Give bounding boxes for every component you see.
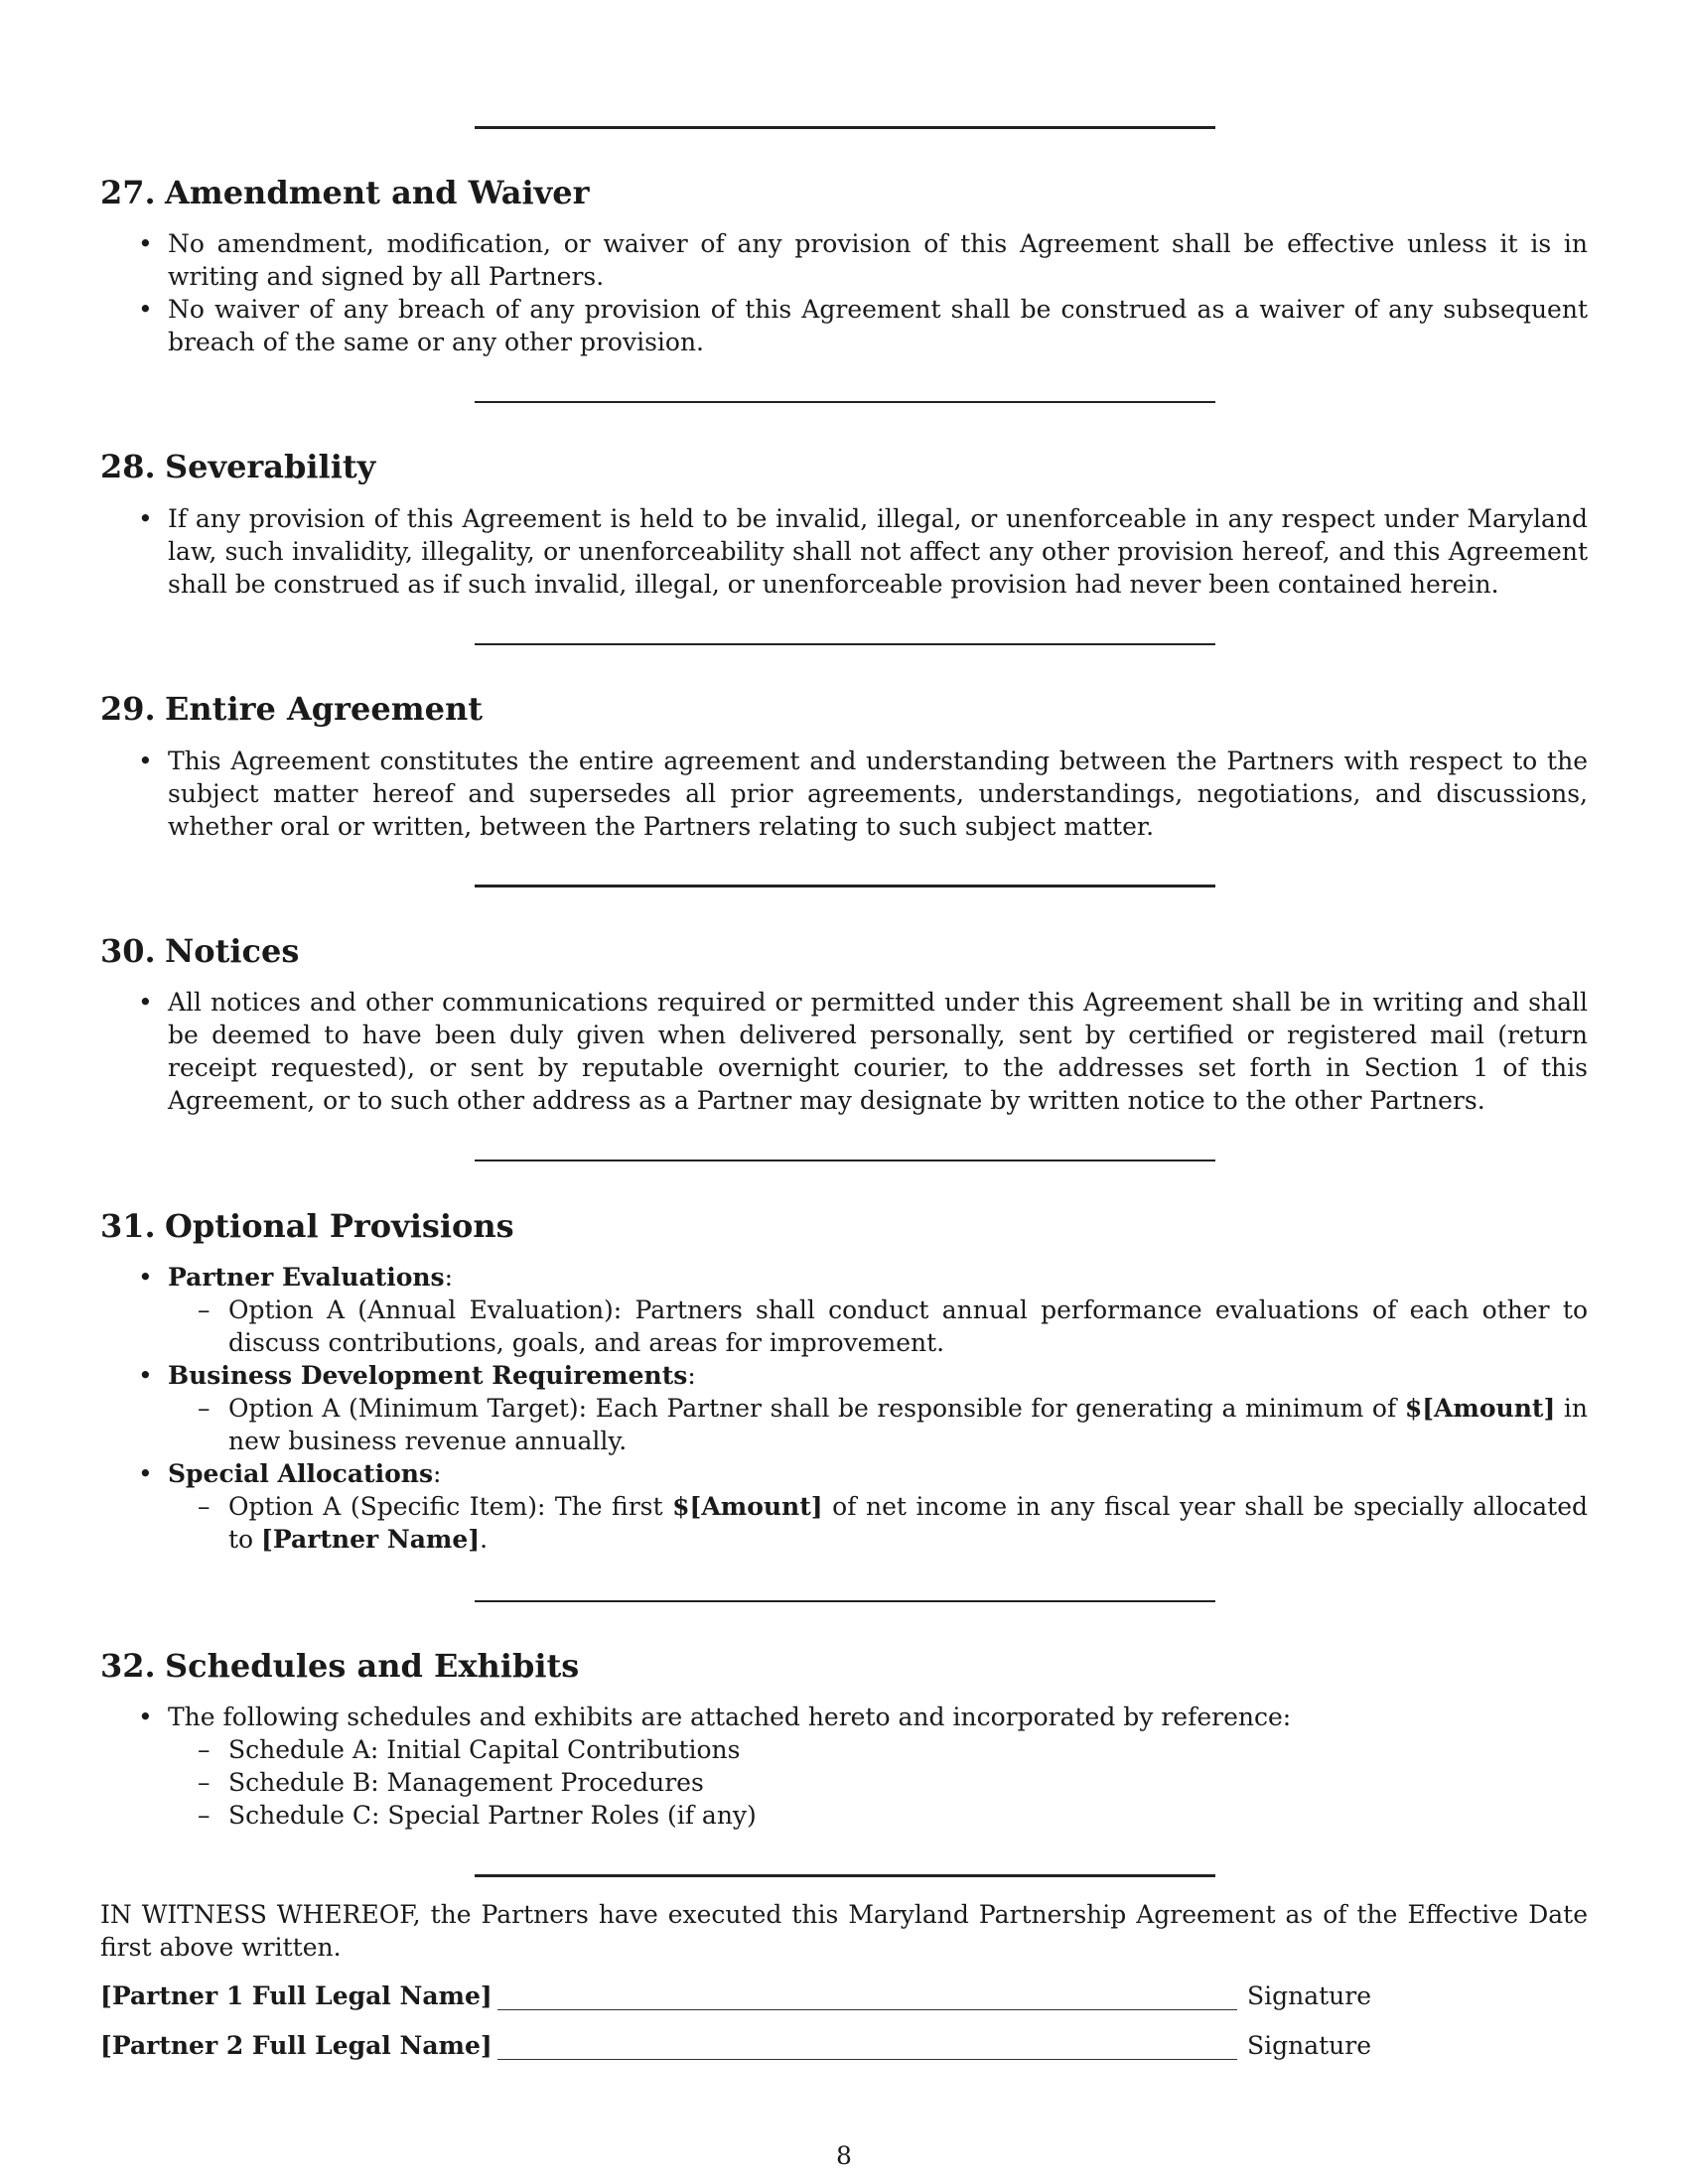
schedule-text: Schedule B: Management Procedures: [228, 1768, 704, 1797]
bullet-icon: •: [138, 1263, 153, 1292]
dash-icon: –: [198, 1768, 211, 1797]
option-label: Business Development Requirements: [168, 1361, 688, 1390]
section-divider: [475, 1600, 1215, 1602]
section-title: Amendment and Waiver: [165, 174, 590, 211]
dash-icon: –: [198, 1296, 211, 1324]
list-item: [100, 745, 1588, 843]
section-number: 28.: [100, 448, 156, 485]
list-item: [100, 227, 1588, 293]
schedule-item: [100, 1766, 1588, 1799]
section-divider: [475, 1874, 1215, 1877]
section-divider: [475, 885, 1215, 887]
signature-label: Signature: [1247, 1981, 1372, 2010]
list-item: [100, 293, 1588, 358]
section-number: 32.: [100, 1647, 156, 1685]
partner-2-name-placeholder: [Partner 2 Full Legal Name]: [100, 2031, 492, 2060]
bullet-icon: •: [138, 504, 153, 533]
dash-icon: –: [198, 1492, 211, 1521]
option-text-middle: of net income in any fiscal year shall be specially allocated to: [228, 1492, 1589, 1554]
sub-list-item: [100, 1294, 1588, 1359]
list-item-text: No waiver of any breach of any provision of this Agreement shall be construed as a waiver of any subsequent breach of the same or any other provision.: [168, 295, 1588, 356]
section-divider: [475, 401, 1215, 403]
section-28-list: [100, 502, 1588, 601]
signature-row-partner-2: [100, 2030, 1510, 2070]
list-item: [100, 986, 1588, 1117]
section-30-list: [100, 986, 1588, 1117]
section-heading-29: [100, 689, 483, 729]
section-title: Schedules and Exhibits: [165, 1647, 580, 1685]
section-divider: [475, 1160, 1215, 1161]
list-item-text: The following schedules and exhibits are attached hereto and incorporated by reference:: [168, 1703, 1292, 1731]
list-item-text: This Agreement constitutes the entire agreement and understanding between the Partners with respect to the subject matter hereof and supersedes all prior agreements, understandings, negotiations, and discussions, whether oral or written, between the Partners relating to such subject matter.: [168, 747, 1588, 841]
bullet-icon: •: [138, 1703, 153, 1731]
dash-icon: –: [198, 1394, 211, 1423]
signature-row-partner-1: [100, 1980, 1510, 2020]
section-number: 27.: [100, 174, 156, 211]
schedule-text: Schedule C: Special Partner Roles (if any): [228, 1801, 757, 1830]
sub-list-item: [100, 1490, 1588, 1556]
list-item-text: All notices and other communications required or permitted under this Agreement shall be in writing and shall be deemed to have been duly given when delivered personally, sent by certified or registered mail (return receipt requested), or sent by reputable overnight courier, to the addresses set forth in Section 1 of this Agreement, or to such other address as a Partner may designate by written notice to the other Partners.: [168, 988, 1588, 1115]
dash-icon: –: [198, 1801, 211, 1830]
section-number: 29.: [100, 690, 156, 728]
section-title: Severability: [165, 448, 376, 485]
bullet-icon: •: [138, 295, 153, 324]
section-heading-30: [100, 931, 299, 971]
bullet-icon: •: [138, 747, 153, 775]
option-label-colon: :: [433, 1459, 442, 1488]
list-item: [100, 1261, 1588, 1294]
option-text: Option A (Minimum Target): Each Partner shall be responsible for generating a minimum of: [228, 1394, 1405, 1423]
bullet-icon: •: [138, 988, 153, 1017]
section-number: 31.: [100, 1207, 156, 1245]
bullet-icon: •: [138, 1459, 153, 1488]
section-heading-27: [100, 173, 589, 212]
option-text-end: .: [480, 1525, 489, 1554]
bullet-icon: •: [138, 1361, 153, 1390]
section-title: Optional Provisions: [165, 1207, 514, 1245]
schedule-text: Schedule A: Initial Capital Contributions: [228, 1735, 741, 1764]
witness-clause: IN WITNESS WHEREOF, the Partners have executed this Maryland Partnership Agreement as of the Effective Date first above written.: [100, 1900, 1588, 1962]
option-label: Special Allocations: [168, 1459, 434, 1488]
option-text: Option A (Annual Evaluation): Partners shall conduct annual performance evaluations of each other to discuss contributions, goals, and areas for improvement.: [228, 1296, 1588, 1357]
option-text: Option A (Specific Item): The first: [228, 1492, 673, 1521]
signature-line[interactable]: [497, 2059, 1237, 2060]
section-32-list: [100, 1701, 1588, 1832]
option-label-colon: :: [687, 1361, 696, 1390]
section-title: Notices: [165, 932, 300, 970]
amount-placeholder: $[Amount]: [672, 1492, 823, 1521]
section-heading-31: [100, 1206, 514, 1246]
section-divider: [475, 643, 1215, 645]
signature-label: Signature: [1247, 2031, 1372, 2060]
list-item: [100, 502, 1588, 601]
list-item: [100, 1359, 1588, 1392]
sub-list-item: [100, 1392, 1588, 1457]
option-label-colon: :: [444, 1263, 454, 1292]
section-title: Entire Agreement: [165, 690, 483, 728]
list-item-text: No amendment, modification, or waiver of any provision of this Agreement shall be effective unless it is in writing and signed by all Partners.: [168, 229, 1588, 291]
signature-line[interactable]: [497, 2009, 1237, 2010]
list-item: [100, 1701, 1588, 1733]
section-27-list: [100, 227, 1588, 358]
section-31-list: [100, 1261, 1588, 1556]
section-divider: [475, 126, 1215, 129]
list-item-text: If any provision of this Agreement is held to be invalid, illegal, or unenforceable in any respect under Maryland law, such invalidity, illegality, or unenforceability shall not affect any other provision hereof, and this Agreement shall be construed as if such invalid, illegal, or unenforceable provision had never been contained herein.: [168, 504, 1588, 599]
partner-1-name-placeholder: [Partner 1 Full Legal Name]: [100, 1981, 492, 2010]
bullet-icon: •: [138, 229, 153, 258]
option-text-end: in new business revenue annually.: [228, 1394, 1588, 1455]
list-item: [100, 1457, 1588, 1490]
partner-name-placeholder: [Partner Name]: [261, 1525, 481, 1554]
section-heading-32: [100, 1646, 579, 1686]
dash-icon: –: [198, 1735, 211, 1764]
schedule-item: [100, 1733, 1588, 1766]
page-number: 8: [836, 2141, 852, 2170]
amount-placeholder: $[Amount]: [1404, 1394, 1556, 1423]
section-number: 30.: [100, 932, 156, 970]
option-label: Partner Evaluations: [168, 1263, 445, 1292]
section-heading-28: [100, 447, 375, 486]
section-29-list: [100, 745, 1588, 843]
schedule-item: [100, 1799, 1588, 1832]
